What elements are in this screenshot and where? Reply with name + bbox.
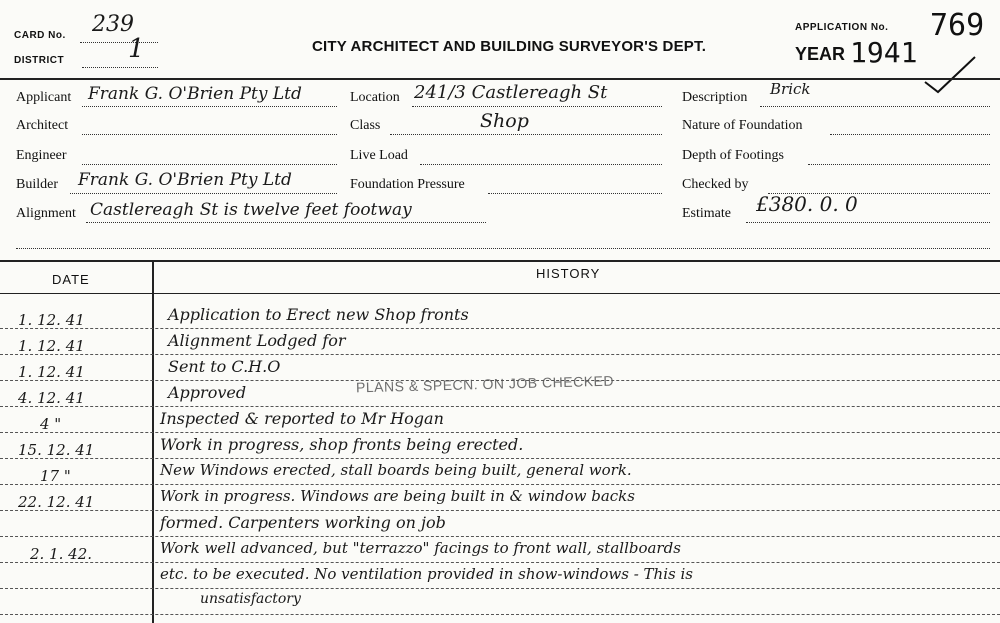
description-line [760,106,990,107]
location-label: Location [350,90,400,105]
plans-checked-stamp: PLANS & SPECN. ON JOB CHECKED [355,372,615,396]
location-line [412,106,662,107]
history-date: 1. 12. 41 [18,311,85,329]
builder-line [70,193,337,194]
application-no-value: 769 [930,8,985,43]
date-column-divider [152,260,154,623]
applicant-value: Frank G. O'Brien Pty Ltd [88,84,302,104]
history-header-rule [0,293,1000,294]
alignment-label: Alignment [16,206,76,221]
card-no-value: 239 [92,12,134,37]
header-rule [0,78,1000,80]
history-entry: Application to Erect new Shop fronts [168,305,469,324]
nature-of-foundation-line [830,134,990,135]
ruled-line [0,614,1000,615]
history-entry: Work well advanced, but "terrazzo" facings to front wall, stallboards [160,539,681,557]
district-value: 1 [128,34,145,64]
engineer-line [82,164,337,165]
application-no-label: APPLICATION No. [795,22,889,33]
history-entry: Sent to C.H.O [168,357,281,376]
history-entry: Work in progress. Windows are being built in & window backs [160,487,635,505]
alignment-line [86,222,486,223]
estimate-label: Estimate [682,206,731,221]
history-entry: Alignment Lodged for [168,331,346,350]
ruled-line [0,588,1000,589]
history-date: 1. 12. 41 [18,337,85,355]
history-date: 1. 12. 41 [18,363,85,381]
location-value: 241/3 Castlereagh St [414,82,608,103]
ruled-line [0,432,1000,433]
depth-of-footings-line [808,164,990,165]
builder-value: Frank G. O'Brien Pty Ltd [78,170,292,190]
district-label: DISTRICT [14,55,65,66]
ruled-line [0,510,1000,511]
foundation-pressure-label: Foundation Pressure [350,177,465,192]
history-date: 4 " [40,415,62,433]
card-no-line [80,42,158,43]
estimate-line [746,222,990,223]
description-value: Brick [770,80,811,98]
history-date: 2. 1. 42. [30,545,93,563]
architect-label: Architect [16,118,69,133]
ruled-line [0,484,1000,485]
description-label: Description [682,90,748,105]
ruled-line [0,354,1000,355]
class-line [390,134,662,135]
estimate-value: £380. 0. 0 [756,192,858,216]
history-header: HISTORY [536,266,601,281]
history-entry: unsatisfactory [200,591,301,607]
ruled-line [0,562,1000,563]
live-load-line [420,164,662,165]
engineer-label: Engineer [16,148,67,163]
history-date: 22. 12. 41 [18,493,95,511]
card-no-label: CARD No. [14,30,66,41]
history-entry: etc. to be executed. No ventilation provided in show-windows - This is [160,565,693,583]
nature-of-foundation-label: Nature of Foundation [682,118,803,133]
check-mark-icon [920,52,980,97]
class-value: Shop [480,110,529,132]
date-header: DATE [52,272,90,287]
history-entry: New Windows erected, stall boards being built, general work. [160,461,632,479]
district-line [82,67,158,68]
ruled-line [0,328,1000,329]
applicant-line [82,106,337,107]
alignment-value: Castlereagh St is twelve feet footway [90,200,412,220]
history-date: 15. 12. 41 [18,441,95,459]
live-load-label: Live Load [350,148,408,163]
applicant-label: Applicant [16,90,72,105]
checked-by-label: Checked by [682,177,749,192]
class-label: Class [350,118,381,133]
history-entry: Work in progress, shop fronts being erected. [160,435,524,454]
year-value: 1941 [850,36,918,69]
builder-label: Builder [16,177,58,192]
depth-of-footings-label: Depth of Footings [682,148,784,163]
history-entry: formed. Carpenters working on job [160,513,446,532]
architect-line [82,134,337,135]
history-date: 4. 12. 41 [18,389,85,407]
year-label: YEAR [795,44,846,64]
history-entry: Approved [168,383,247,402]
ruled-line [0,458,1000,459]
ruled-line [0,536,1000,537]
history-date: 17 " [40,467,71,485]
ruled-line [0,406,1000,407]
history-entry: Inspected & reported to Mr Hogan [160,409,444,428]
fields-bottom-line [16,248,990,249]
history-top-rule [0,260,1000,262]
department-title: CITY ARCHITECT AND BUILDING SURVEYOR'S DEPT. [312,38,707,55]
foundation-pressure-line [488,193,662,194]
